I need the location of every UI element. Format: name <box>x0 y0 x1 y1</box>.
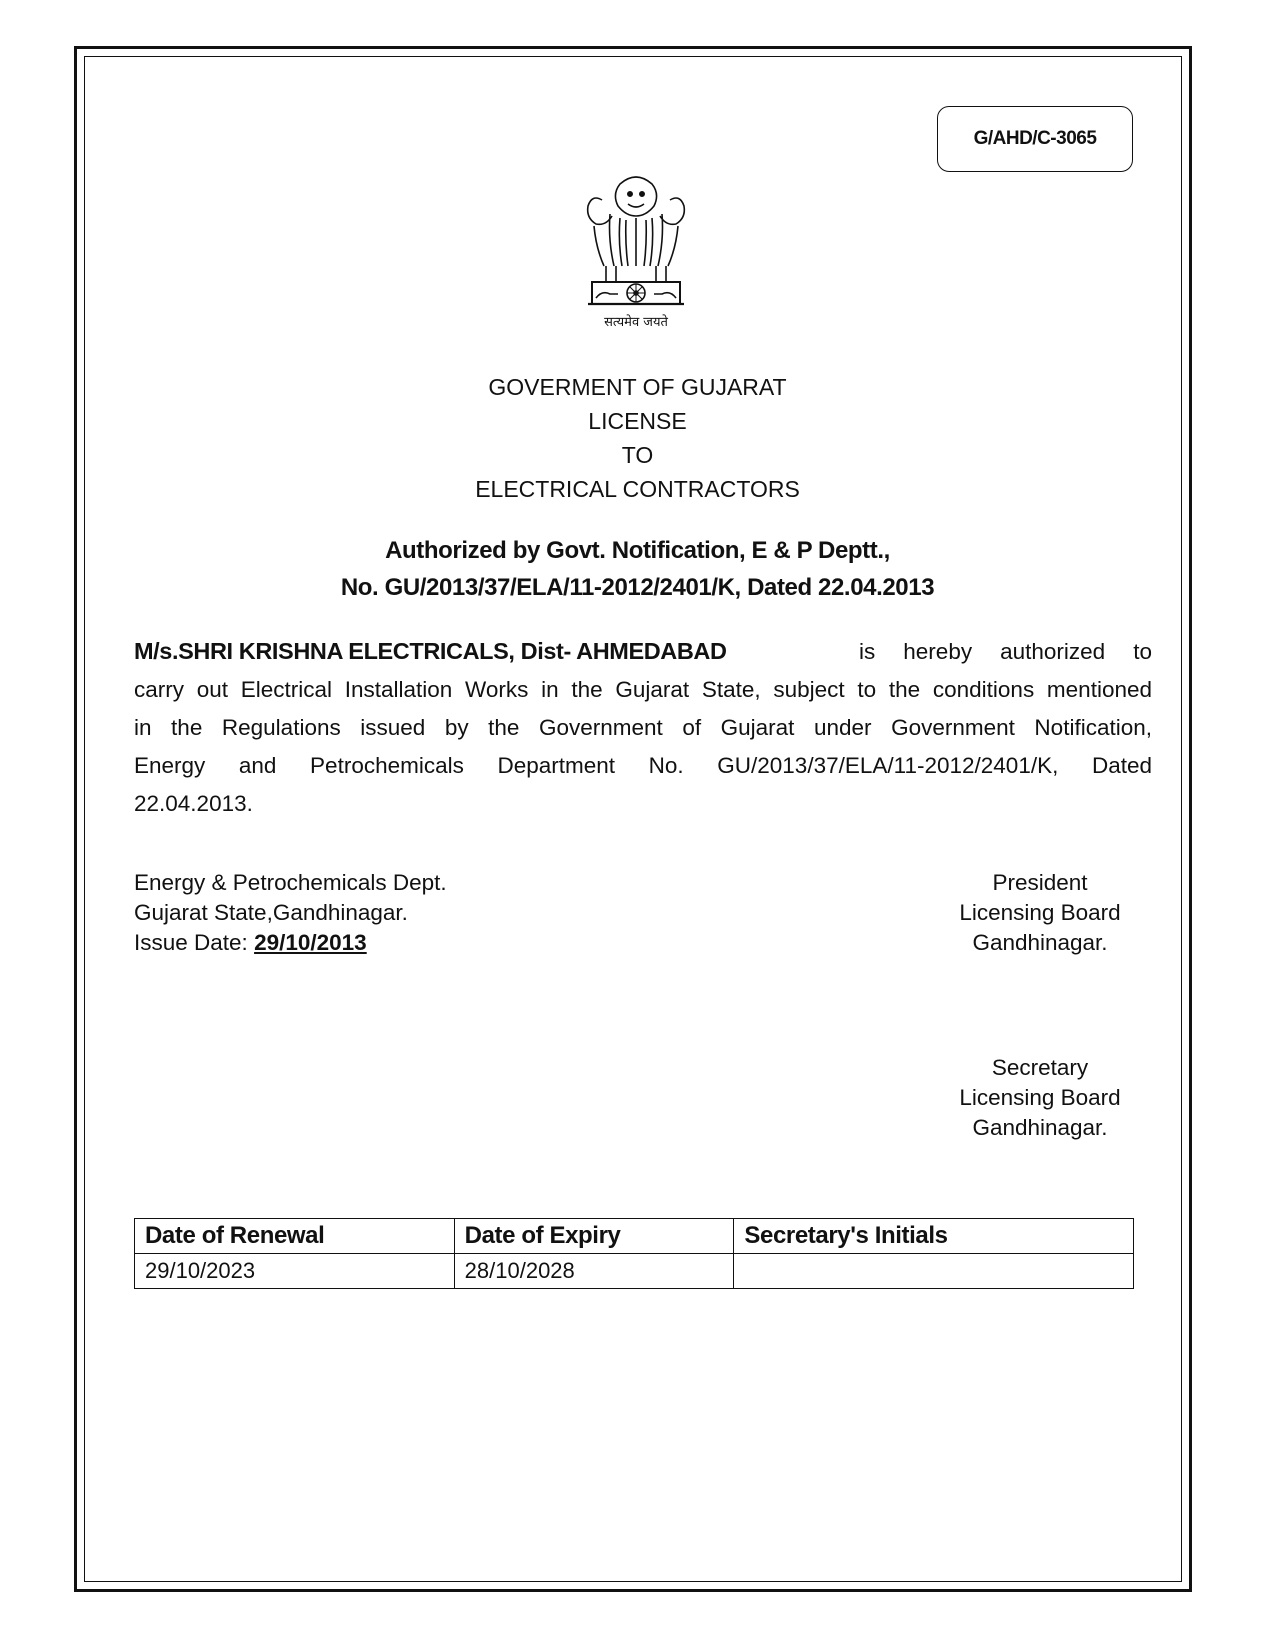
license-category: ELECTRICAL CONTRACTORS <box>475 476 800 502</box>
document-header <box>0 370 1275 506</box>
body-line: 22.04.2013. <box>134 791 253 816</box>
issue-date-label: Issue Date: <box>134 930 248 955</box>
expiry-date-cell: 28/10/2028 <box>454 1254 734 1289</box>
body-first-line <box>134 632 1152 671</box>
authorization-line-1: Authorized by Govt. Notification, E & P Deptt., <box>385 537 890 564</box>
license-body-paragraph <box>134 632 1152 823</box>
table-header-row <box>135 1219 1134 1254</box>
authorization-line-2: No. GU/2013/37/ELA/11-2012/2401/K, Dated 22.04.2013 <box>340 574 935 601</box>
license-word: LICENSE <box>588 408 687 434</box>
lead-word: to <box>1133 639 1152 664</box>
issuer-dept: Energy & Petrochemicals Dept. <box>134 870 447 895</box>
issue-date-value: 29/10/2013 <box>254 930 367 955</box>
header-date-of-renewal: Date of Renewal <box>135 1219 455 1254</box>
issue-date-row <box>134 928 447 958</box>
issuer-location: Gujarat State,Gandhinagar. <box>134 900 408 925</box>
to-word: TO <box>621 442 654 468</box>
ashoka-lion-emblem-icon <box>580 170 692 340</box>
header-secretary-initials: Secretary's Initials <box>734 1219 1134 1254</box>
lead-word: is <box>859 639 876 664</box>
lead-word: hereby <box>903 639 973 664</box>
renewal-table <box>134 1218 1134 1289</box>
body-line: carry out Electrical Installation Works in the Gujarat State, subject to the conditions mentioned <box>134 677 1152 702</box>
secretary-title: Secretary <box>991 1055 1089 1080</box>
header-date-of-expiry: Date of Expiry <box>454 1219 734 1254</box>
body-line: Energy and Petrochemicals Department No. GU/2013/37/ELA/11-2012/2401/K, Dated <box>134 753 1152 778</box>
secretary-board: Licensing Board <box>959 1085 1121 1110</box>
body-line: in the Regulations issued by the Government of Gujarat under Government Notification, <box>134 715 1152 740</box>
president-board: Licensing Board <box>959 900 1121 925</box>
lead-words <box>859 633 1152 671</box>
secretary-signature-block <box>940 1053 1140 1143</box>
issuer-block <box>134 868 447 958</box>
table-row <box>135 1254 1134 1289</box>
renewal-date-cell: 29/10/2023 <box>135 1254 455 1289</box>
govt-name: GOVERMENT OF GUJARAT <box>488 374 787 400</box>
license-number: G/AHD/C-3065 <box>973 128 1097 149</box>
emblem-motto: सत्यमेव जयते <box>604 315 668 330</box>
initials-cell <box>734 1254 1134 1289</box>
president-title: President <box>992 870 1088 895</box>
license-number-box <box>937 106 1133 172</box>
contractor-name: M/s.SHRI KRISHNA ELECTRICALS, Dist- AHMEDABAD <box>134 638 727 664</box>
secretary-place: Gandhinagar. <box>972 1115 1108 1140</box>
president-signature-block <box>940 868 1140 958</box>
president-place: Gandhinagar. <box>972 930 1108 955</box>
lead-word: authorized <box>1000 639 1106 664</box>
authorization-heading <box>0 532 1275 606</box>
